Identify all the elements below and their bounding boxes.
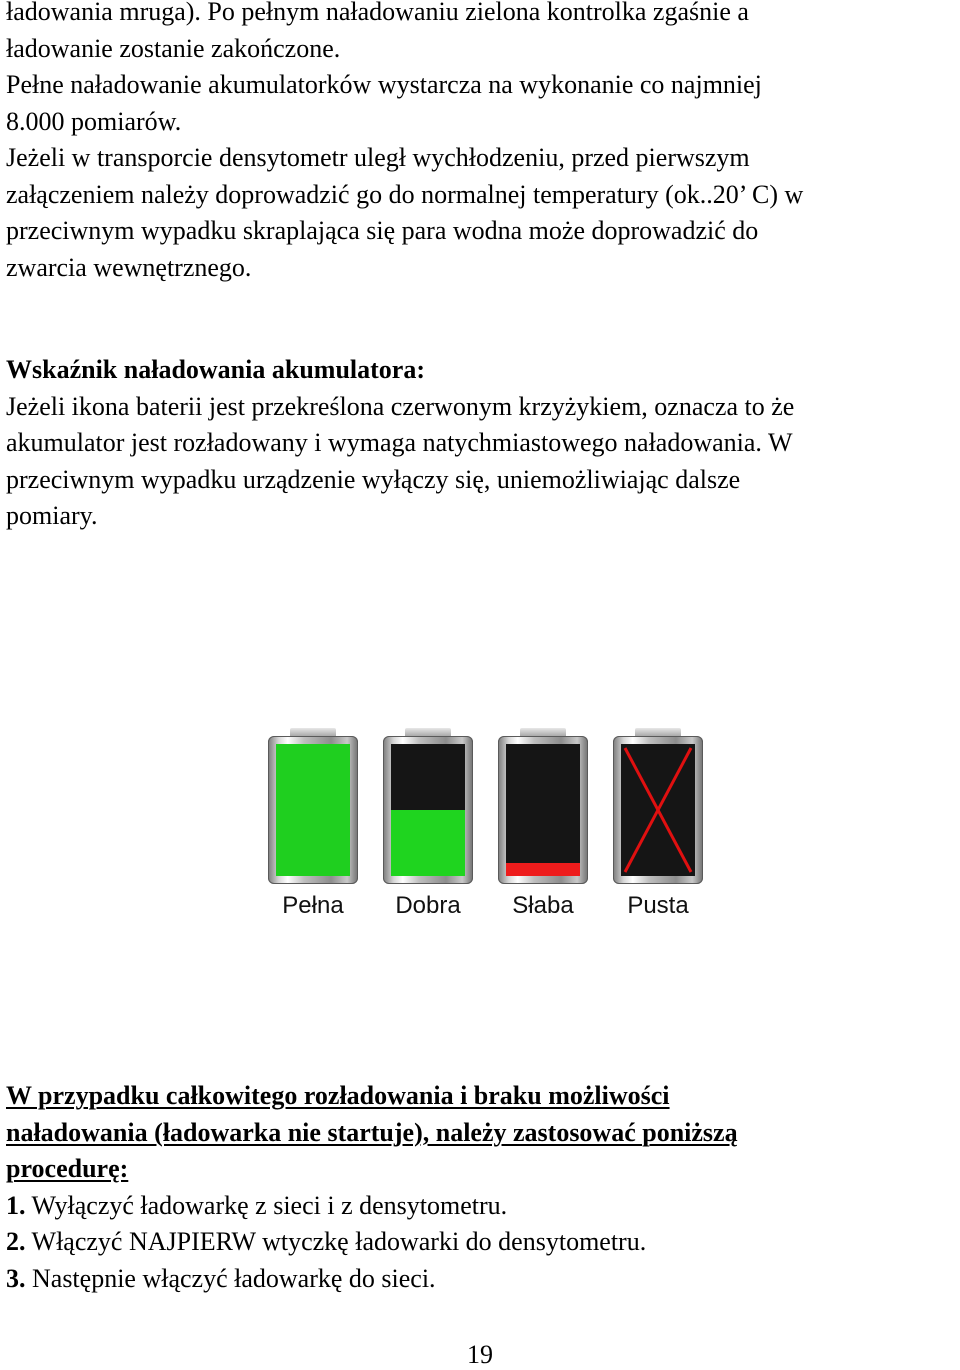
text-line: przeciwnym wypadku urządzenie wyłączy się, uniemożliwiając dalsze — [6, 464, 741, 494]
text-line: załączeniem należy doprowadzić go do normalnej temperatury (ok..20’ C) w — [6, 179, 804, 209]
step-text: Następnie włączyć ładowarkę do sieci. — [25, 1263, 436, 1293]
text-line: Jeżeli ikona baterii jest przekreślona czerwonym krzyżykiem, oznacza to że — [6, 391, 795, 421]
text-line: ładowanie zostanie zakończone. — [6, 33, 341, 63]
step-number: 1. — [6, 1190, 26, 1220]
discharge-procedure-section — [6, 1078, 738, 1297]
procedure-heading: W przypadku całkowitego rozładowania i braku możliwości — [6, 1081, 670, 1110]
text-line: przeciwnym wypadku skraplająca się para wodna może doprowadzić do — [6, 216, 759, 245]
step-number: 3. — [6, 1263, 26, 1293]
battery-label: Pełna — [282, 892, 344, 919]
page-number: 19 — [467, 1340, 493, 1369]
battery-label: Słaba — [512, 892, 574, 919]
battery-icon-1 — [383, 728, 473, 928]
battery-label: Pusta — [627, 892, 689, 919]
step-number: 2. — [6, 1227, 26, 1256]
text-line: Pełne naładowanie akumulatorków wystarcza na wykonanie co najmniej — [6, 70, 762, 99]
battery-icon-0 — [268, 728, 358, 928]
procedure-step — [6, 1224, 738, 1261]
battery-charge-fill — [391, 810, 465, 876]
battery-label: Dobra — [395, 892, 461, 919]
battery-body — [383, 736, 473, 884]
battery-body — [498, 736, 588, 884]
battery-icon-2 — [498, 728, 588, 928]
battery-icon-3 — [613, 728, 703, 928]
battery-levels-figure — [268, 728, 712, 928]
text-line: akumulator jest rozładowany i wymaga natychmiastowego naładowania. W — [6, 428, 793, 457]
procedure-heading: naładowania (ładowarka nie startuje), należy zastosować poniższą — [6, 1117, 738, 1147]
text-line: Jeżeli w transporcie densytometr uległ wychłodzeniu, przed pierwszym — [6, 143, 750, 172]
section-heading: Wskaźnik naładowania akumulatora: — [6, 355, 425, 384]
red-cross-icon — [621, 744, 695, 876]
battery-inner — [391, 744, 465, 876]
battery-indicator-section — [6, 352, 794, 535]
battery-inner — [276, 744, 350, 876]
text-line: pomiary. — [6, 501, 98, 530]
procedure-heading: procedurę: — [6, 1154, 129, 1183]
step-text: Wyłączyć ładowarkę z sieci i z densytometru. — [25, 1190, 508, 1220]
step-text: Włączyć NAJPIERW wtyczkę ładowarki do densytometru. — [25, 1227, 647, 1256]
battery-inner — [506, 744, 580, 876]
battery-body — [268, 736, 358, 884]
procedure-step — [6, 1188, 738, 1225]
battery-body — [613, 736, 703, 884]
text-line: 8.000 pomiarów. — [6, 106, 182, 136]
procedure-step — [6, 1261, 738, 1298]
intro-paragraph — [6, 0, 803, 286]
text-line: ładowania mruga). Po pełnym naładowaniu zielona kontrolka zgaśnie a — [6, 0, 749, 26]
battery-charge-fill — [276, 744, 350, 876]
text-line: zwarcia wewnętrznego. — [6, 252, 252, 282]
battery-charge-fill — [506, 863, 580, 876]
battery-inner — [621, 744, 695, 876]
